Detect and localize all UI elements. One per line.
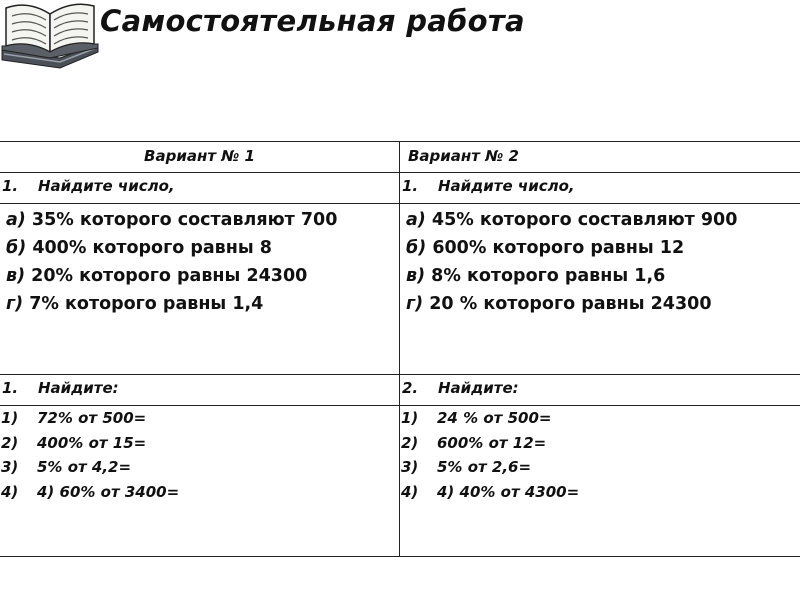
- list-item: 1) 72% от 500=: [1, 409, 147, 427]
- task-number: 2.: [402, 379, 419, 397]
- list-item: г) 7% которого равны 1,4: [6, 294, 264, 314]
- variant-1-task1-items: [0, 204, 400, 375]
- list-item: 4) 4) 40% от 4300=: [401, 482, 580, 501]
- list-item: 3) 5% от 4,2=: [1, 458, 132, 476]
- list-item: г) 20 % которого равны 24300: [406, 294, 712, 314]
- variant-1-task2: [0, 375, 400, 406]
- variant-2-task2-items: [400, 406, 800, 557]
- variant-2-task2: [400, 375, 800, 406]
- variant-2-task1-items: [400, 204, 800, 375]
- variant-1-task2-items: [0, 406, 400, 557]
- list-item: 4) 4) 60% от 3400=: [1, 482, 180, 501]
- variant-1-header: [0, 142, 400, 173]
- variant-2-header: [400, 142, 800, 173]
- list-item: 3) 5% от 2,6=: [401, 458, 532, 476]
- list-item: в) 8% которого равны 1,6: [406, 266, 666, 286]
- list-item: в) 20% которого равны 24300: [6, 266, 308, 286]
- task-number: 1.: [402, 177, 419, 195]
- list-item: б) 400% которого равны 8: [6, 238, 272, 258]
- task-number: 1.: [2, 177, 19, 195]
- task-text: Найдите:: [38, 379, 119, 397]
- task-number: 1.: [2, 379, 19, 397]
- variant-2-task1: [400, 173, 800, 204]
- list-item: а) 35% которого составляют 700: [6, 210, 338, 230]
- page-title: Самостоятельная работа: [100, 4, 525, 38]
- list-item: 2) 600% от 12=: [401, 433, 547, 452]
- list-item: 1) 24 % от 500=: [401, 409, 552, 427]
- variant-1-title: Вариант № 1: [144, 147, 255, 165]
- task-text: Найдите:: [438, 379, 519, 397]
- list-item: 2) 400% от 15=: [1, 433, 147, 452]
- work-table: [0, 141, 800, 557]
- variant-1-task1: [0, 173, 400, 204]
- task-text: Найдите число,: [38, 177, 175, 195]
- open-book-icon: [0, 0, 100, 72]
- list-item: б) 600% которого равны 12: [406, 238, 685, 258]
- variant-2-title: Вариант № 2: [408, 147, 519, 165]
- list-item: а) 45% которого составляют 900: [406, 210, 738, 230]
- task-text: Найдите число,: [438, 177, 575, 195]
